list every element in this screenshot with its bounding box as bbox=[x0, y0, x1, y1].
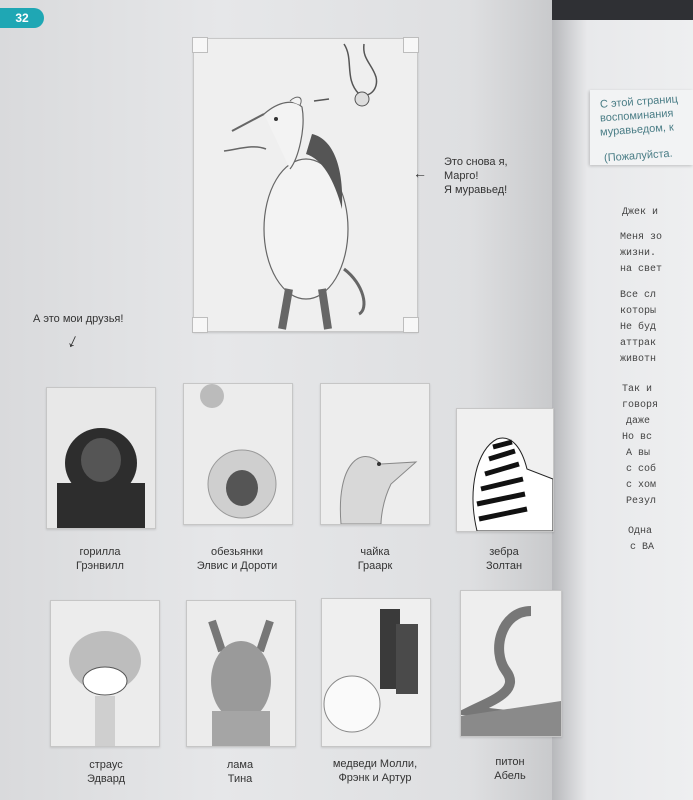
photo-corner bbox=[192, 317, 208, 333]
body-line: животн bbox=[620, 354, 657, 365]
llama-photo bbox=[186, 600, 296, 747]
speech-line: Я муравьед! bbox=[444, 184, 508, 196]
caption-line: обезьянки bbox=[211, 546, 263, 558]
speech-line: Марго! bbox=[444, 170, 479, 182]
caption-line: зебра bbox=[489, 546, 519, 558]
anteater-speech bbox=[444, 155, 524, 197]
friends-caption: А это мои друзья! bbox=[33, 313, 124, 325]
animal-caption bbox=[30, 545, 170, 573]
page-number-badge bbox=[0, 8, 44, 28]
body-line: жизни. bbox=[620, 248, 657, 259]
caption-line: Фрэнк и Артур bbox=[338, 772, 412, 784]
body-line: с хом bbox=[626, 480, 657, 491]
body-line: Одна bbox=[628, 526, 653, 537]
body-line: Так и bbox=[622, 384, 653, 395]
caption-line: Эдвард bbox=[86, 773, 126, 785]
photo-corner bbox=[403, 317, 419, 333]
photo-corner bbox=[192, 37, 208, 53]
body-line: с соб bbox=[626, 464, 657, 475]
page-number: 32 bbox=[15, 11, 29, 25]
body-line: говоря bbox=[622, 400, 659, 411]
body-line: даже bbox=[626, 416, 651, 427]
zebra-photo bbox=[456, 408, 554, 532]
caption-line: питон bbox=[495, 756, 525, 768]
body-line: Джек и bbox=[622, 207, 659, 218]
note-line: воспоминания bbox=[599, 107, 674, 125]
animal-caption bbox=[434, 545, 574, 573]
seagull-photo bbox=[320, 383, 430, 525]
arrow-down-icon: ↓ bbox=[64, 328, 83, 354]
body-line: Резул bbox=[626, 496, 657, 507]
body-line: аттрак bbox=[620, 338, 657, 349]
body-line: с ВА bbox=[630, 542, 655, 553]
animal-caption bbox=[305, 545, 445, 573]
caption-line: Грэнвилл bbox=[76, 560, 124, 572]
note-line: муравьедом, к bbox=[599, 121, 675, 139]
body-line: Меня зо bbox=[620, 232, 663, 243]
caption-line: Абель bbox=[494, 770, 526, 782]
animal-caption bbox=[305, 757, 445, 785]
monkeys-photo bbox=[183, 383, 293, 525]
photo-corner bbox=[403, 37, 419, 53]
anteater-illustration bbox=[194, 39, 417, 331]
body-line: которы bbox=[620, 306, 657, 317]
body-line: на свет bbox=[620, 264, 663, 275]
caption-line: чайка bbox=[360, 546, 390, 558]
caption-line: Граарк bbox=[357, 560, 393, 572]
ostrich-photo bbox=[50, 600, 160, 747]
caption-line: Элвис и Дороти bbox=[196, 560, 278, 572]
caption-line: медведи Молли, bbox=[332, 758, 418, 770]
caption-line: горилла bbox=[79, 546, 121, 558]
caption-line: лама bbox=[226, 759, 254, 771]
caption-line: страус bbox=[89, 759, 123, 771]
gorilla-photo bbox=[46, 387, 156, 529]
bears-photo bbox=[321, 598, 431, 747]
arrow-left-icon: ← bbox=[413, 165, 427, 181]
note-line: С этой страниц bbox=[599, 93, 679, 111]
speech-line: Это снова я, bbox=[444, 156, 508, 168]
animal-caption bbox=[167, 545, 307, 573]
body-line: Все сл bbox=[620, 290, 657, 301]
animal-caption bbox=[170, 758, 310, 786]
body-line: Не буд bbox=[620, 322, 657, 333]
note-line: (Пожалуйста. bbox=[603, 147, 674, 165]
python-photo bbox=[460, 590, 562, 737]
body-line: Но вс bbox=[622, 432, 653, 443]
animal-caption bbox=[440, 755, 580, 783]
animal-caption bbox=[36, 758, 176, 786]
caption-line: Золтан bbox=[485, 560, 523, 572]
anteater-photo-card bbox=[193, 38, 418, 332]
body-line: А вы bbox=[626, 448, 651, 459]
caption-line: Тина bbox=[227, 773, 253, 785]
